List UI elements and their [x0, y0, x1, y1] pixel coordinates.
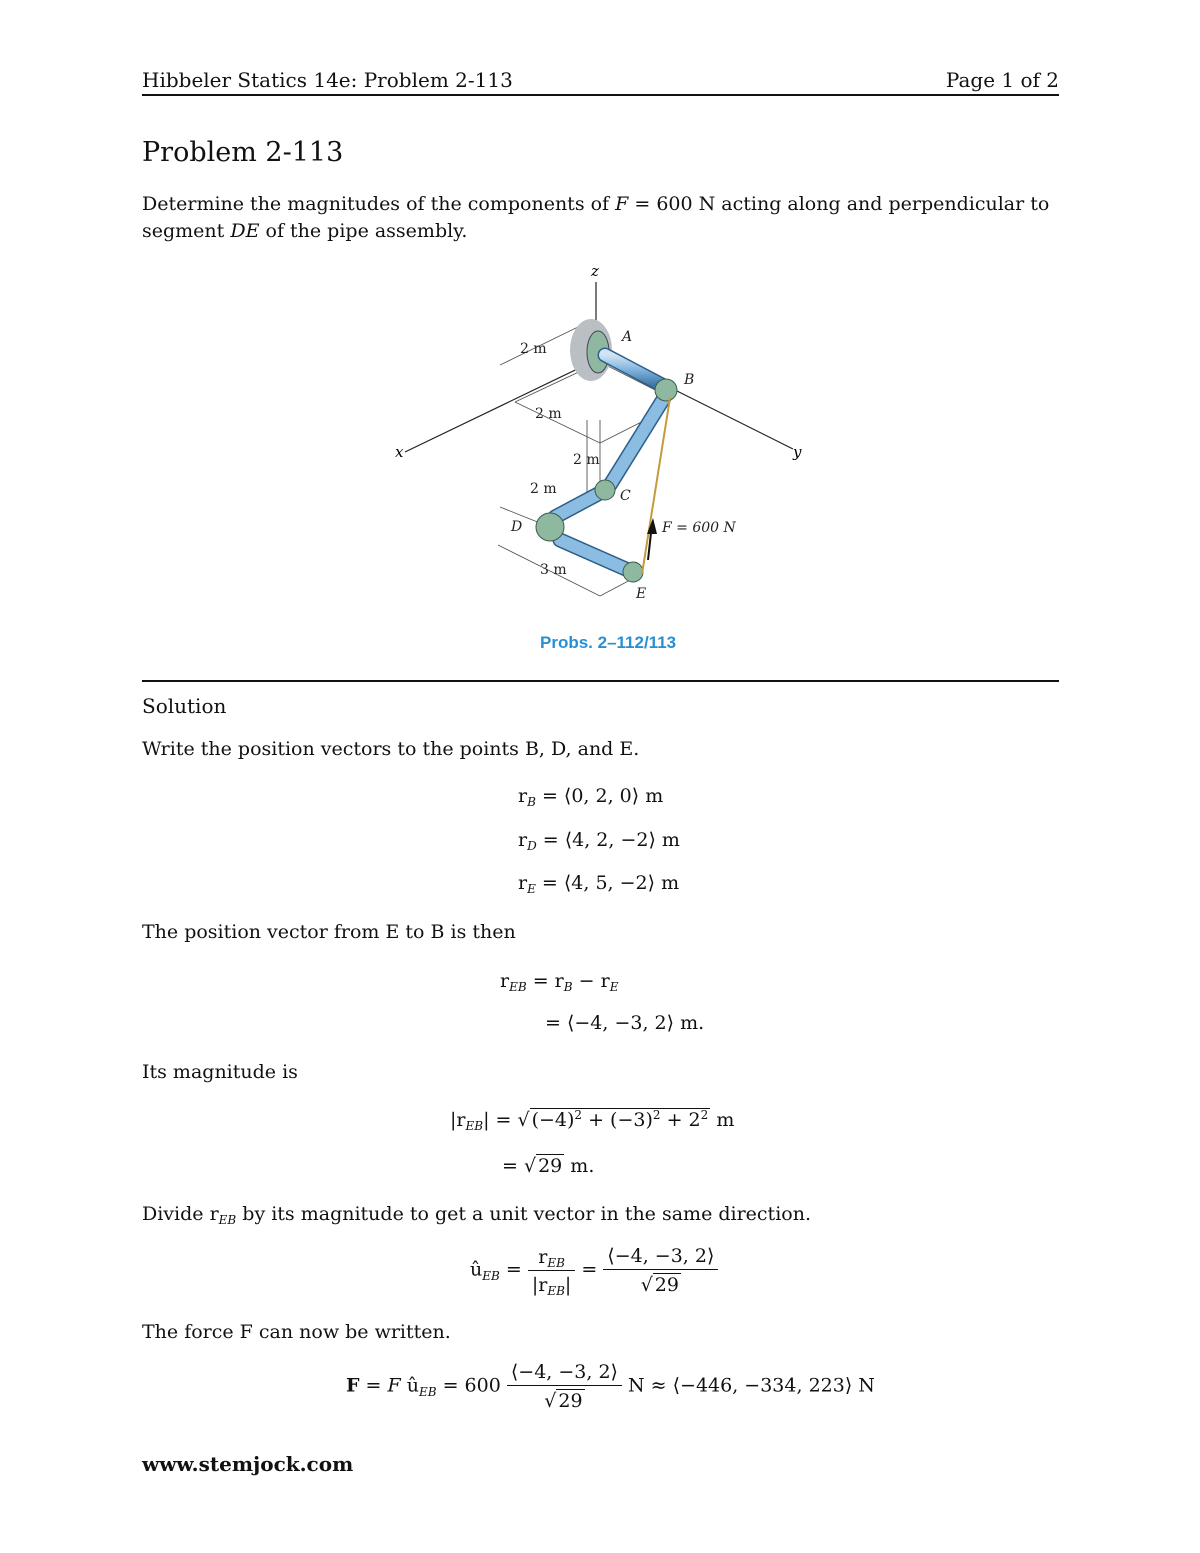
then-text: The position vector from E to B is then	[142, 921, 516, 943]
page-number: Page 1 of 2	[945, 68, 1059, 92]
y-axis-label: y	[793, 443, 802, 461]
statement-de-var: DE	[230, 220, 260, 242]
divide-text: Divide $r_{EB}$ by its magnitude to get a unit vector in the same direction.	[142, 1203, 811, 1227]
header-title: Hibbeler Statics 14e: Problem 2-113	[142, 68, 513, 92]
elbow-b	[655, 379, 677, 401]
figure-caption: Probs. 2–112/113	[540, 633, 677, 652]
dim-label-3: 2 m	[573, 452, 600, 468]
label-a: A	[622, 329, 633, 345]
pipe-ab	[605, 355, 662, 385]
eq-magnitude-val: = √ 29 m.	[502, 1155, 595, 1177]
pipe-bc	[610, 398, 664, 485]
solution-heading: Solution	[142, 694, 227, 718]
force-text: The force F can now be written.	[142, 1321, 451, 1343]
y-axis-line	[665, 385, 793, 449]
force-label: F = 600 N	[662, 520, 736, 536]
elbow-c	[595, 480, 615, 500]
statement-part-1: Determine the magnitudes of the components of	[142, 193, 610, 215]
eq-reb-def: $r_{EB} = r_B - r_E$	[500, 970, 619, 994]
problem-heading: Problem 2-113	[142, 137, 344, 168]
eq-reb-val: = ⟨−4, −3, 2⟩ m.	[545, 1012, 705, 1034]
footer-url[interactable]: www.stemjock.com	[142, 1452, 354, 1476]
elbow-e	[623, 562, 643, 582]
problem-statement	[142, 191, 1062, 245]
eq-rd: $r_D$ = ⟨4, 2, −2⟩ m	[518, 829, 680, 853]
statement-part-3: segment	[142, 220, 225, 242]
eq-re: $r_E$ = ⟨4, 5, −2⟩ m	[518, 872, 680, 896]
solution-intro: Write the position vectors to the points B, D, and E.	[142, 738, 640, 760]
label-c: C	[620, 488, 631, 504]
x-axis-line	[405, 360, 596, 452]
statement-f-var: F	[615, 193, 629, 215]
dim-label-4: 2 m	[530, 481, 557, 497]
dim-label-1: 2 m	[520, 341, 547, 357]
dim-label-5: 3 m	[540, 562, 567, 578]
pipe-assembly-figure	[380, 255, 820, 625]
force-arrowhead	[647, 518, 657, 534]
label-e: E	[636, 586, 647, 602]
label-b: B	[684, 372, 695, 388]
dim-label-2: 2 m	[535, 406, 562, 422]
pipe-de	[560, 540, 628, 570]
statement-part-2: = 600 N acting along and perpendicular to	[634, 193, 1050, 215]
eq-unit-vector: $û_{EB}$ = $\frac{r_{EB}}{|r_{EB}|}$ = $\frac{⟨-4, -3, 2⟩}{√ 29}$	[470, 1245, 718, 1296]
z-axis-label: z	[591, 262, 599, 280]
elbow-d	[536, 513, 564, 541]
statement-part-4: of the pipe assembly.	[265, 220, 468, 242]
magnitude-text: Its magnitude is	[142, 1061, 298, 1083]
header-rule	[142, 94, 1059, 96]
eq-force: F = F $û_{EB} = 600$ $\frac{⟨-4, -3, 2⟩}{√ 29}$ N ≈ ⟨−446, −334, 223⟩ N	[346, 1361, 875, 1412]
x-axis-label: x	[395, 443, 404, 461]
label-d: D	[511, 519, 523, 535]
section-rule	[142, 680, 1059, 682]
eq-magnitude: $|r_{EB}|$ = √ $(-4)^2 + (-3)^2 + 2^2$ m	[450, 1108, 735, 1133]
eq-rb: $r_B$ = ⟨0, 2, 0⟩ m	[518, 785, 664, 809]
